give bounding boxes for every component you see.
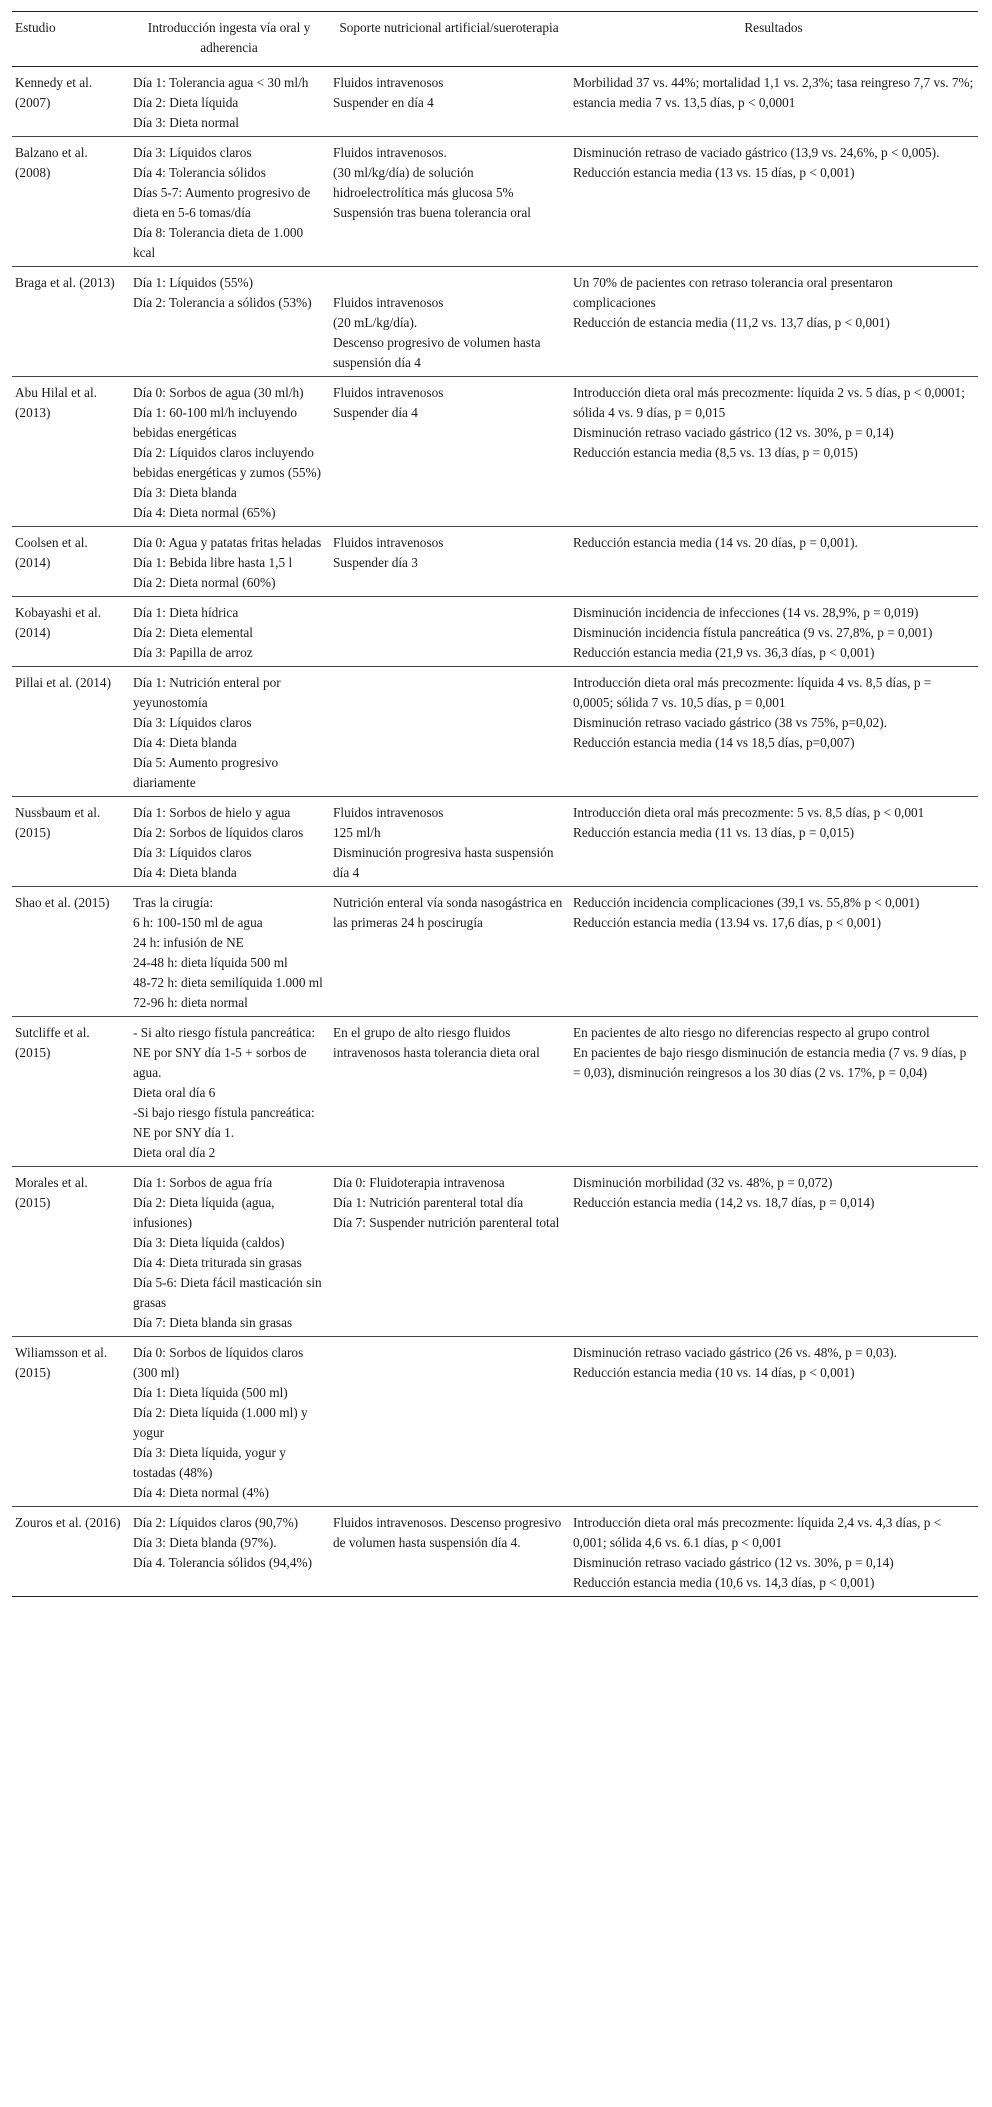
cell-line: Nutrición enteral vía sonda nasogástrica en las primeras 24 h poscirugía [333, 895, 563, 930]
studies-table [12, 11, 978, 1597]
cell-line: Día 3: Dieta blanda (97%). [133, 1535, 277, 1550]
cell-intake [129, 527, 329, 597]
cell-line: Día 2: Dieta normal (60%) [133, 575, 276, 590]
cell-study [12, 267, 129, 377]
cell-support [329, 887, 569, 1017]
cell-intake [129, 887, 329, 1017]
cell-line: Día 3: Dieta líquida (caldos) [133, 1235, 285, 1250]
cell-line: Día 3: Dieta líquida, yogur y tostadas (48%) [133, 1445, 286, 1480]
cell-line: Kennedy et al. (2007) [15, 75, 93, 110]
cell-line: En pacientes de bajo riesgo disminución de estancia media (7 vs. 9 días, p = 0,03), disminución reingresos a los 30 días (2 vs. 17%, p = 0,04) [573, 1045, 967, 1080]
table-row [12, 1507, 978, 1597]
cell-line: Reducción estancia media (13 vs. 15 días, p < 0,001) [573, 165, 855, 180]
cell-line: Reducción estancia media (11 vs. 13 días, p = 0,015) [573, 825, 855, 840]
cell-line: Reducción estancia media (14 vs. 20 días, p = 0,001). [573, 535, 858, 550]
cell-line: Disminución retraso vaciado gástrico (12 vs. 30%, p = 0,14) [573, 425, 894, 440]
cell-intake [129, 1167, 329, 1337]
cell-line: Día 0: Fluidoterapia intravenosa [333, 1175, 505, 1190]
cell-line: Disminución incidencia fístula pancreática (9 vs. 27,8%, p = 0,001) [573, 625, 933, 640]
cell-line: Zouros et al. (2016) [15, 1515, 121, 1530]
table-row [12, 67, 978, 137]
cell-intake [129, 1507, 329, 1597]
cell-study [12, 1017, 129, 1167]
cell-support [329, 137, 569, 267]
cell-line: Suspender día 3 [333, 555, 418, 570]
cell-line: Morales et al. (2015) [15, 1175, 88, 1210]
cell-line: Día 4: Dieta normal (65%) [133, 505, 276, 520]
cell-line: Nussbaum et al. (2015) [15, 805, 101, 840]
table-row [12, 137, 978, 267]
cell-line: Introducción dieta oral más precozmente: 5 vs. 8,5 días, p < 0,001 [573, 805, 925, 820]
cell-line: Día 5-6: Dieta fácil masticación sin grasas [133, 1275, 322, 1310]
cell-line: Día 4: Dieta triturada sin grasas [133, 1255, 302, 1270]
cell-line: Disminución retraso vaciado gástrico (12 vs. 30%, p = 0,14) [573, 1555, 894, 1570]
table-row [12, 597, 978, 667]
table-row [12, 1017, 978, 1167]
header-results: Resultados [744, 20, 803, 35]
cell-support [329, 1507, 569, 1597]
cell-results [569, 527, 978, 597]
table-row [12, 267, 978, 377]
cell-line: 125 ml/h [333, 825, 381, 840]
cell-intake [129, 1337, 329, 1507]
cell-line: Día 1: Nutrición parenteral total día [333, 1195, 524, 1210]
cell-intake [129, 667, 329, 797]
cell-support [329, 597, 569, 667]
header-intake: Introducción ingesta vía oral y adherencia [147, 20, 311, 55]
cell-study [12, 67, 129, 137]
cell-intake [129, 67, 329, 137]
cell-line: NE por SNY día 1. [133, 1125, 235, 1140]
cell-line: -Si bajo riesgo fístula pancreática: [133, 1105, 315, 1120]
cell-line: (30 ml/kg/día) de solución hidroelectrolítica más glucosa 5% [333, 165, 514, 200]
cell-line: Día 1: Sorbos de hielo y agua [133, 805, 291, 820]
cell-line: Shao et al. (2015) [15, 895, 110, 910]
cell-line: Reducción estancia media (8,5 vs. 13 días, p = 0,015) [573, 445, 858, 460]
cell-line: Día 0: Sorbos de líquidos claros (300 ml) [133, 1345, 304, 1380]
cell-study [12, 377, 129, 527]
cell-line: Suspensión tras buena tolerancia oral [333, 205, 531, 220]
cell-line: En pacientes de alto riesgo no diferencias respecto al grupo control [573, 1025, 930, 1040]
cell-results [569, 887, 978, 1017]
cell-line: Introducción dieta oral más precozmente: líquida 2,4 vs. 4,3 días, p < 0,001; sólida 4,6 vs. 6.1 días, p < 0,001 [573, 1515, 942, 1550]
table-row [12, 887, 978, 1017]
cell-support [329, 1167, 569, 1337]
cell-line: Día 2: Sorbos de líquidos claros [133, 825, 304, 840]
cell-support [329, 1337, 569, 1507]
cell-study [12, 667, 129, 797]
cell-study [12, 527, 129, 597]
cell-line: Día 4: Dieta blanda [133, 865, 237, 880]
cell-line: Día 0: Sorbos de agua (30 ml/h) [133, 385, 304, 400]
cell-line: Día 3: Líquidos claros [133, 845, 252, 860]
cell-line: Día 3: Dieta normal [133, 115, 239, 130]
cell-line: Disminución progresiva hasta suspensión día 4 [333, 845, 554, 880]
cell-line: 24 h: infusión de NE [133, 935, 244, 950]
cell-intake [129, 377, 329, 527]
cell-intake [129, 137, 329, 267]
cell-line: Día 1: Nutrición enteral por yeyunostomía [133, 675, 281, 710]
cell-results [569, 797, 978, 887]
cell-line: Reducción estancia media (13.94 vs. 17,6 días, p < 0,001) [573, 915, 882, 930]
cell-line: Fluidos intravenosos [333, 385, 444, 400]
cell-line: 48-72 h: dieta semilíquida 1.000 ml [133, 975, 323, 990]
cell-results [569, 1337, 978, 1507]
cell-intake [129, 797, 329, 887]
cell-line: Día 4: Tolerancia sólidos [133, 165, 266, 180]
cell-line: Fluidos intravenosos [333, 295, 444, 310]
cell-line: Día 1: Bebida libre hasta 1,5 l [133, 555, 293, 570]
cell-study [12, 1507, 129, 1597]
cell-results [569, 597, 978, 667]
cell-results [569, 137, 978, 267]
cell-line: - Si alto riesgo fístula pancreática: [133, 1025, 316, 1040]
cell-line: Día 2: Líquidos claros (90,7%) [133, 1515, 299, 1530]
cell-study [12, 137, 129, 267]
cell-line: Días 5-7: Aumento progresivo de dieta en 5-6 tomas/día [133, 185, 311, 220]
cell-line: Día 2: Dieta líquida (1.000 ml) y yogur [133, 1405, 308, 1440]
cell-line: Dieta oral día 2 [133, 1145, 216, 1160]
cell-line: Suspender en día 4 [333, 95, 434, 110]
cell-study [12, 1167, 129, 1337]
cell-line: Día 2: Dieta elemental [133, 625, 253, 640]
cell-results [569, 1167, 978, 1337]
cell-line: Introducción dieta oral más precozmente: líquida 2 vs. 5 días, p < 0,0001; sólida 4 vs. 9 días, p = 0,015 [573, 385, 965, 420]
cell-line: Día 3: Líquidos claros [133, 715, 252, 730]
cell-line: Introducción dieta oral más precozmente: líquida 4 vs. 8,5 días, p = 0,0005; sólida 7 vs. 10,5 días, p = 0,001 [573, 675, 932, 710]
cell-line: Abu Hilal et al. (2013) [15, 385, 97, 420]
cell-line: 72-96 h: dieta normal [133, 995, 248, 1010]
cell-line: Día 2: Dieta líquida (agua, infusiones) [133, 1195, 275, 1230]
table-body [12, 67, 978, 1597]
cell-line: Sutcliffe et al. (2015) [15, 1025, 90, 1060]
cell-line: Fluidos intravenosos [333, 75, 444, 90]
cell-line: Morbilidad 37 vs. 44%; mortalidad 1,1 vs. 2,3%; tasa reingreso 7,7 vs. 7%; estancia media 7 vs. 13,5 días, p < 0,0001 [573, 75, 974, 110]
cell-line: Disminución retraso vaciado gástrico (26 vs. 48%, p = 0,03). [573, 1345, 897, 1360]
cell-line: Reducción estancia media (14,2 vs. 18,7 días, p = 0,014) [573, 1195, 875, 1210]
cell-line: Día 3: Dieta blanda [133, 485, 237, 500]
cell-study [12, 887, 129, 1017]
table-row [12, 797, 978, 887]
cell-line: Día 4. Tolerancia sólidos (94,4%) [133, 1555, 313, 1570]
cell-line: Suspender día 4 [333, 405, 418, 420]
cell-results [569, 1017, 978, 1167]
cell-line: 24-48 h: dieta líquida 500 ml [133, 955, 288, 970]
studies-table-container [12, 11, 978, 1597]
cell-line: Balzano et al. (2008) [15, 145, 88, 180]
cell-line: Reducción estancia media (14 vs 18,5 días, p=0,007) [573, 735, 855, 750]
cell-line: Día 2: Líquidos claros incluyendo bebidas energéticas y zumos (55%) [133, 445, 322, 480]
cell-line: Día 2: Dieta líquida [133, 95, 239, 110]
table-row [12, 1167, 978, 1337]
cell-line: Wiliamsson et al. (2015) [15, 1345, 108, 1380]
cell-support [329, 377, 569, 527]
cell-line: Día 7: Suspender nutrición parenteral total [333, 1215, 560, 1230]
cell-intake [129, 267, 329, 377]
cell-study [12, 797, 129, 887]
cell-line: Reducción incidencia complicaciones (39,1 vs. 55,8% p < 0,001) [573, 895, 920, 910]
cell-line: Coolsen et al. (2014) [15, 535, 88, 570]
cell-line: Dieta oral día 6 [133, 1085, 216, 1100]
cell-line: Día 1: Tolerancia agua < 30 ml/h [133, 75, 309, 90]
cell-line: Tras la cirugía: [133, 895, 214, 910]
cell-line: Pillai et al. (2014) [15, 675, 112, 690]
table-row [12, 667, 978, 797]
cell-line: Reducción estancia media (10 vs. 14 días, p < 0,001) [573, 1365, 855, 1380]
cell-support [329, 267, 569, 377]
header-row [12, 12, 978, 67]
cell-line: Día 3: Papilla de arroz [133, 645, 253, 660]
table-row [12, 377, 978, 527]
cell-line: Día 4: Dieta blanda [133, 735, 237, 750]
cell-support [329, 1017, 569, 1167]
cell-line: Día 8: Tolerancia dieta de 1.000 kcal [133, 225, 304, 260]
cell-line: Día 0: Agua y patatas fritas heladas [133, 535, 322, 550]
header-estudio: Estudio [15, 20, 56, 35]
cell-line: Día 3: Líquidos claros [133, 145, 252, 160]
cell-results [569, 67, 978, 137]
cell-line: Descenso progresivo de volumen hasta suspensión día 4 [333, 335, 541, 370]
table-row [12, 527, 978, 597]
cell-support [329, 797, 569, 887]
cell-line: (20 mL/kg/día). [333, 315, 418, 330]
cell-line: Disminución retraso vaciado gástrico (38 vs 75%, p=0,02). [573, 715, 887, 730]
cell-support [329, 67, 569, 137]
cell-line: Día 1: Líquidos (55%) [133, 275, 254, 290]
cell-results [569, 377, 978, 527]
table-row [12, 1337, 978, 1507]
cell-line: Disminución retraso de vaciado gástrico (13,9 vs. 24,6%, p < 0,005). [573, 145, 940, 160]
cell-line: Día 1: Sorbos de agua fría [133, 1175, 273, 1190]
cell-line: Día 2: Tolerancia a sólidos (53%) [133, 295, 312, 310]
cell-line [333, 273, 565, 293]
cell-line: Día 1: 60-100 ml/h incluyendo bebidas energéticas [133, 405, 297, 440]
cell-line: Día 1: Dieta hídrica [133, 605, 239, 620]
cell-line: Kobayashi et al. (2014) [15, 605, 102, 640]
cell-study [12, 597, 129, 667]
header-support: Soporte nutricional artificial/sueroterapia [339, 20, 559, 35]
cell-line: Reducción estancia media (21,9 vs. 36,3 días, p < 0,001) [573, 645, 875, 660]
cell-line: Día 5: Aumento progresivo diariamente [133, 755, 279, 790]
cell-results [569, 1507, 978, 1597]
cell-line: Fluidos intravenosos [333, 535, 444, 550]
cell-line: 6 h: 100-150 ml de agua [133, 915, 263, 930]
cell-intake [129, 597, 329, 667]
cell-line: Un 70% de pacientes con retraso tolerancia oral presentaron complicaciones [573, 275, 893, 310]
cell-results [569, 267, 978, 377]
cell-study [12, 1337, 129, 1507]
cell-line: Día 7: Dieta blanda sin grasas [133, 1315, 293, 1330]
cell-support [329, 527, 569, 597]
cell-line: Reducción estancia media (10,6 vs. 14,3 días, p < 0,001) [573, 1575, 875, 1590]
cell-intake [129, 1017, 329, 1167]
cell-line: Fluidos intravenosos [333, 805, 444, 820]
cell-line: En el grupo de alto riesgo fluidos intravenosos hasta tolerancia dieta oral [333, 1025, 540, 1060]
cell-results [569, 667, 978, 797]
table-header [12, 12, 978, 67]
cell-line: NE por SNY día 1-5 + sorbos de agua. [133, 1045, 307, 1080]
cell-line: Fluidos intravenosos. [333, 145, 447, 160]
cell-line: Reducción de estancia media (11,2 vs. 13,7 días, p < 0,001) [573, 315, 890, 330]
cell-line: Braga et al. (2013) [15, 275, 115, 290]
cell-support [329, 667, 569, 797]
cell-line: Fluidos intravenosos. Descenso progresivo de volumen hasta suspensión día 4. [333, 1515, 562, 1550]
cell-line: Disminución morbilidad (32 vs. 48%, p = 0,072) [573, 1175, 833, 1190]
cell-line: Día 4: Dieta normal (4%) [133, 1485, 269, 1500]
cell-line: Día 1: Dieta líquida (500 ml) [133, 1385, 288, 1400]
cell-line: Disminución incidencia de infecciones (14 vs. 28,9%, p = 0,019) [573, 605, 919, 620]
